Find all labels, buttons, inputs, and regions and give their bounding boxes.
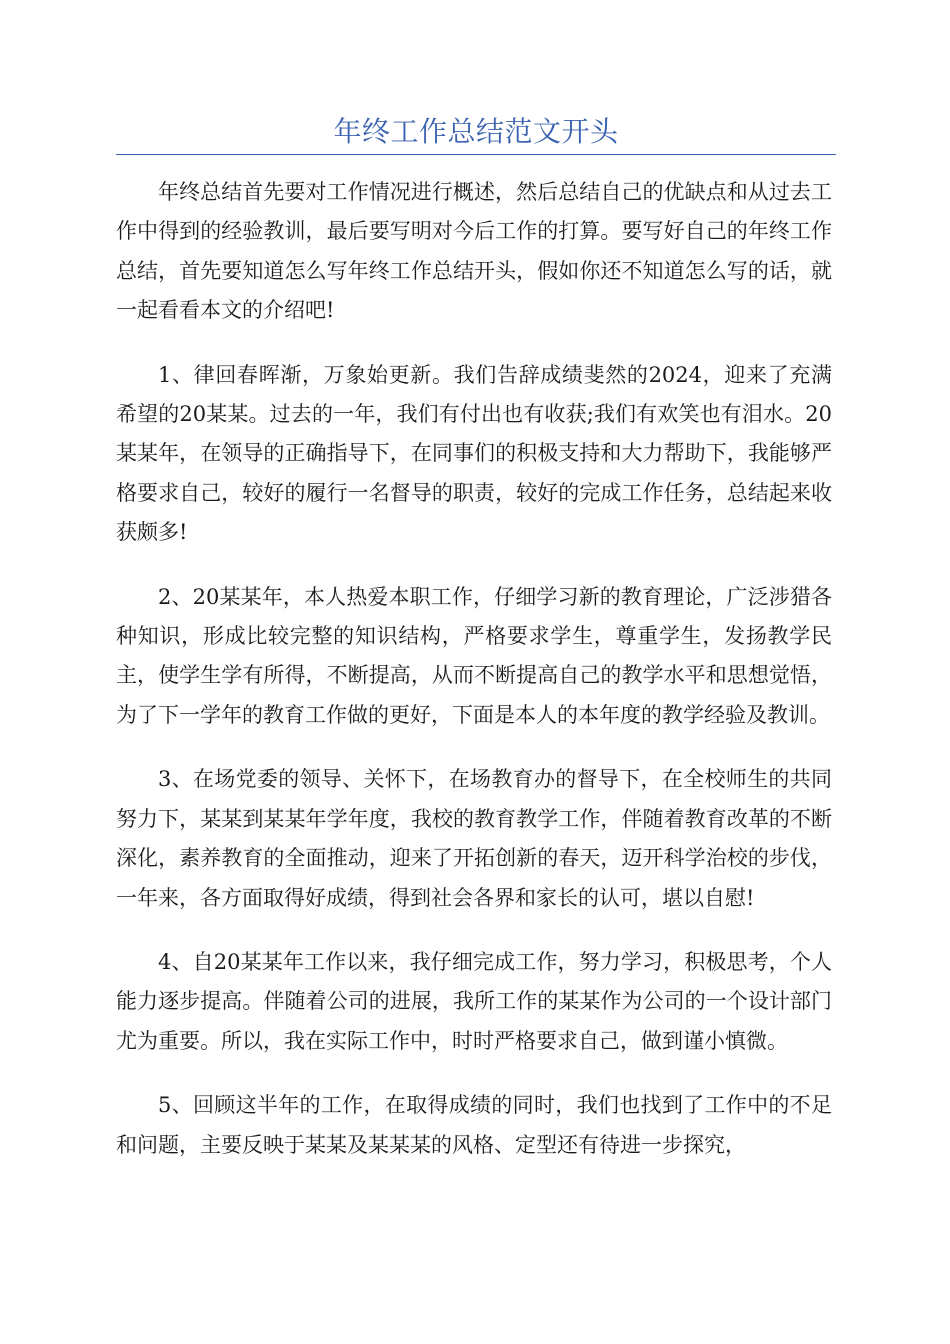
paragraph-4: 4、自20某某年工作以来，我仔细完成工作，努力学习，积极思考，个人能力逐步提高。伴随着公司的进展，我所工作的某某作为公司的一个设计部门尤为重要。所以，我在实际工作中，时时严格要求自己，做到谨小慎微。 bbox=[116, 949, 832, 1053]
paragraph-1: 1、律回春晖渐，万象始更新。我们告辞成绩斐然的2024，迎来了充满希望的20某某。过去的一年，我们有付出也有收获;我们有欢笑也有泪水。20某某年，在领导的正确指导下，在同事们的积极支持和大力帮助下，我能够严格要求自己，较好的履行一名督导的职责，较好的完成工作任务，总结起来收获颇多! bbox=[116, 362, 832, 545]
paragraph-2: 2、20某某年，本人热爱本职工作，仔细学习新的教育理论，广泛涉猎各种知识，形成比较完整的知识结构，严格要求学生，尊重学生，发扬教学民主，使学生学有所得，不断提高，从而不断提高自己的教学水平和思想觉悟，为了下一学年的教育工作做的更好，下面是本人的本年度的教学经验及教训。 bbox=[116, 584, 832, 727]
intro-paragraph: 年终总结首先要对工作情况进行概述，然后总结自己的优缺点和从过去工作中得到的经验教训，最后要写明对今后工作的打算。要写好自己的年终工作总结，首先要知道怎么写年终工作总结开头，假如你还不知道怎么写的话，就一起看看本文的介绍吧! bbox=[116, 180, 832, 323]
paragraph-3: 3、在场党委的领导、关怀下，在场教育办的督导下，在全校师生的共同努力下，某某到某某年学年度，我校的教育教学工作，伴随着教育改革的不断深化，素养教育的全面推动，迎来了开拓创新的春天，迈开科学治校的步伐，一年来，各方面取得好成绩，得到社会各界和家长的认可，堪以自慰! bbox=[116, 767, 832, 910]
title-underline-rule bbox=[116, 154, 836, 155]
document-title: 年终工作总结范文开头 bbox=[333, 115, 619, 148]
document-body bbox=[116, 173, 832, 1190]
paragraph-5: 5、回顾这半年的工作，在取得成绩的同时，我们也找到了工作中的不足和问题，主要反映于某某及某某某的风格、定型还有待进一步探究， bbox=[116, 1093, 832, 1157]
